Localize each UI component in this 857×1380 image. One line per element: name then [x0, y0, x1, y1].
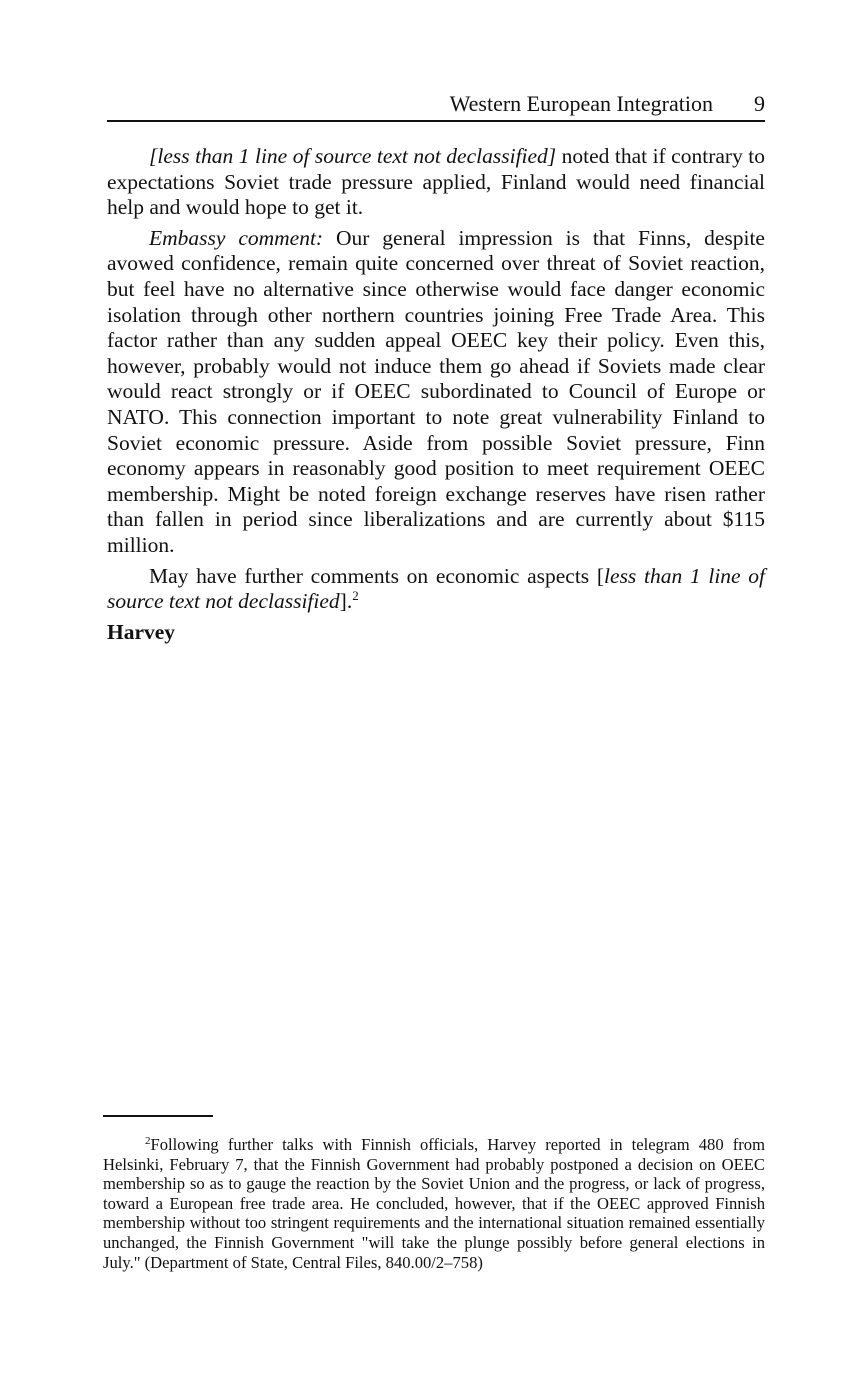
footnote-divider [103, 1115, 213, 1117]
footnote-text: Following further talks with Finnish officials, Harvey reported in telegram 480 from Helsinki, February 7, that the Finnish Government had probably postponed a decision on OEEC membership so as to gauge the reaction by the Soviet Union and the progress, or lack of progress, toward a European free trade area. He concluded, however, that if the OEEC approved Finnish membership without too stringent requirements and the international situation remained essentially unchanged, the Finnish Government "will take the plunge possibly before general elections in July." (Department of State, Central Files, 840.00/2–758) [103, 1135, 765, 1272]
paragraph-2-text: Our general impression is that Finns, despite avowed confidence, remain quite concerned over threat of Soviet reaction, but feel have no alternative since otherwise would face danger economic isolation through other northern countries joining Free Trade Area. This factor rather than any sudden appeal OEEC key their policy. Even this, however, probably would not induce them go ahead if Soviets made clear would react strongly or if OEEC subordinated to Council of Europe or NATO. This connection important to note great vulnerability Finland to Soviet economic pressure. Aside from possible Soviet pressure, Finn economy appears in reasonably good position to meet requirement OEEC membership. Might be noted foreign exchange reserves have risen rather than fallen in period since liberalizations and are currently about $115 million. [107, 225, 765, 557]
declassification-note-2: less than 1 line of source text not declassified [107, 563, 766, 614]
page-number: 9 [754, 91, 765, 116]
paragraph-3-text: May have further comments on economic aspects [149, 563, 597, 588]
footnote-reference[interactable]: 2 [352, 588, 359, 604]
bracket-open: [ [596, 563, 605, 588]
embassy-comment-label: Embassy comment: [149, 225, 324, 250]
bracket-close: ]. [339, 589, 353, 614]
footnote-marker: 2 [145, 1135, 151, 1147]
header-title: Western European Integration [449, 91, 713, 116]
running-header [107, 88, 765, 122]
paragraph-1 [107, 144, 765, 221]
paragraph-2 [107, 226, 765, 559]
document-body [107, 144, 765, 650]
paragraph-1-text: noted that if contrary to expectations Soviet trade pressure applied, Finland would need financial help and would hope to get it. [107, 144, 766, 220]
footnote-2 [103, 1135, 765, 1272]
paragraph-3 [107, 564, 765, 615]
signature: Harvey [107, 619, 176, 644]
declassification-note: [less than 1 line of source text not declassified] [149, 144, 557, 168]
